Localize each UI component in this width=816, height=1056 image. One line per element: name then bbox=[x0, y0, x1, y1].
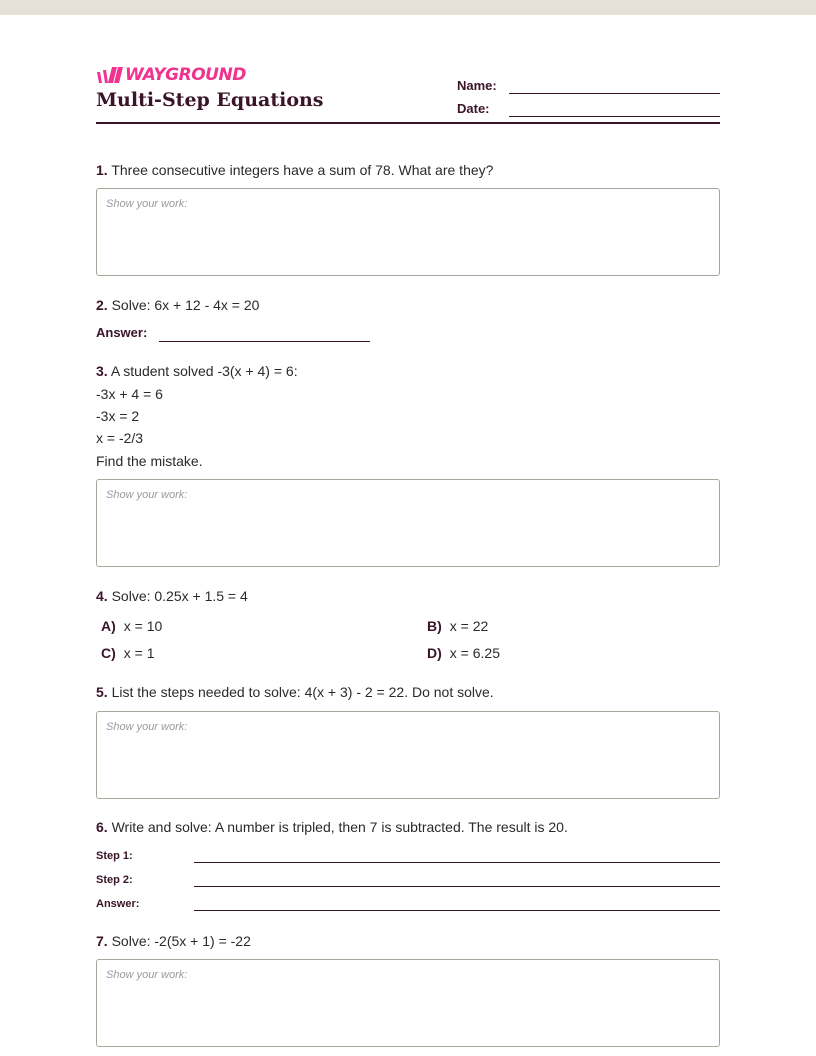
question-5 bbox=[96, 684, 494, 700]
page-title: Multi-Step Equations bbox=[96, 89, 324, 111]
step-2-line[interactable] bbox=[194, 872, 720, 887]
question-number: 5. bbox=[96, 684, 108, 700]
work-placeholder: Show your work: bbox=[106, 969, 188, 981]
question-text: Three consecutive integers have a sum of 78. What are they? bbox=[111, 162, 494, 178]
question-7 bbox=[96, 933, 251, 949]
question-6 bbox=[96, 819, 568, 835]
question-2 bbox=[96, 297, 259, 313]
work-box-1[interactable] bbox=[96, 188, 720, 276]
work-placeholder: Show your work: bbox=[106, 198, 188, 210]
choice-d[interactable] bbox=[427, 645, 500, 661]
question-number: 2. bbox=[96, 297, 108, 313]
step-1-line[interactable] bbox=[194, 848, 720, 863]
choice-b[interactable] bbox=[427, 618, 488, 634]
question-text: Solve: 0.25x + 1.5 = 4 bbox=[111, 588, 248, 604]
question-text: Write and solve: A number is tripled, then 7 is subtracted. The result is 20. bbox=[111, 819, 568, 835]
brand-name: WAYGROUND bbox=[125, 65, 246, 85]
step-answer-label: Answer: bbox=[96, 898, 140, 910]
choice-letter: C) bbox=[101, 645, 116, 661]
question-number: 4. bbox=[96, 588, 108, 604]
answer-label: Answer: bbox=[96, 325, 148, 340]
answer-line-2[interactable] bbox=[159, 325, 370, 342]
step-2-label: Step 2: bbox=[96, 874, 133, 886]
choice-text: x = 10 bbox=[123, 618, 163, 634]
work-box-3[interactable] bbox=[96, 479, 720, 567]
question-number: 6. bbox=[96, 819, 108, 835]
student-step-2: -3x = 2 bbox=[96, 408, 140, 424]
choice-text: x = 22 bbox=[449, 618, 489, 634]
name-field[interactable] bbox=[457, 76, 720, 96]
question-text: List the steps needed to solve: 4(x + 3) - 2 = 22. Do not solve. bbox=[111, 684, 494, 700]
work-box-5[interactable] bbox=[96, 711, 720, 799]
work-placeholder: Show your work: bbox=[106, 489, 188, 501]
question-number: 1. bbox=[96, 162, 108, 178]
logo-mark-icon bbox=[96, 66, 124, 84]
name-label: Name: bbox=[457, 78, 497, 93]
name-line[interactable] bbox=[509, 93, 720, 94]
question-3 bbox=[96, 363, 298, 379]
work-box-7[interactable] bbox=[96, 959, 720, 1047]
date-field[interactable] bbox=[457, 99, 720, 119]
choice-text: x = 6.25 bbox=[449, 645, 500, 661]
question-text: Solve: 6x + 12 - 4x = 20 bbox=[111, 297, 260, 313]
choice-letter: D) bbox=[427, 645, 442, 661]
choice-letter: B) bbox=[427, 618, 442, 634]
step-1-label: Step 1: bbox=[96, 850, 133, 862]
brand-logo bbox=[96, 65, 246, 85]
question-4 bbox=[96, 588, 248, 604]
question-1 bbox=[96, 162, 493, 178]
question-prompt: Find the mistake. bbox=[96, 453, 203, 469]
question-number: 3. bbox=[96, 363, 108, 379]
step-answer-line[interactable] bbox=[194, 896, 720, 911]
question-number: 7. bbox=[96, 933, 108, 949]
student-step-1: -3x + 4 = 6 bbox=[96, 386, 163, 402]
date-line[interactable] bbox=[509, 116, 720, 117]
choice-a[interactable] bbox=[101, 618, 162, 634]
question-text: Solve: -2(5x + 1) = -22 bbox=[111, 933, 251, 949]
student-step-3: x = -2/3 bbox=[96, 430, 144, 446]
question-text: A student solved -3(x + 4) = 6: bbox=[110, 363, 298, 379]
header-divider bbox=[96, 122, 720, 124]
choice-letter: A) bbox=[101, 618, 116, 634]
choice-text: x = 1 bbox=[123, 645, 155, 661]
date-label: Date: bbox=[457, 101, 490, 116]
choice-c[interactable] bbox=[101, 645, 155, 661]
work-placeholder: Show your work: bbox=[106, 721, 188, 733]
top-bar bbox=[0, 0, 816, 15]
